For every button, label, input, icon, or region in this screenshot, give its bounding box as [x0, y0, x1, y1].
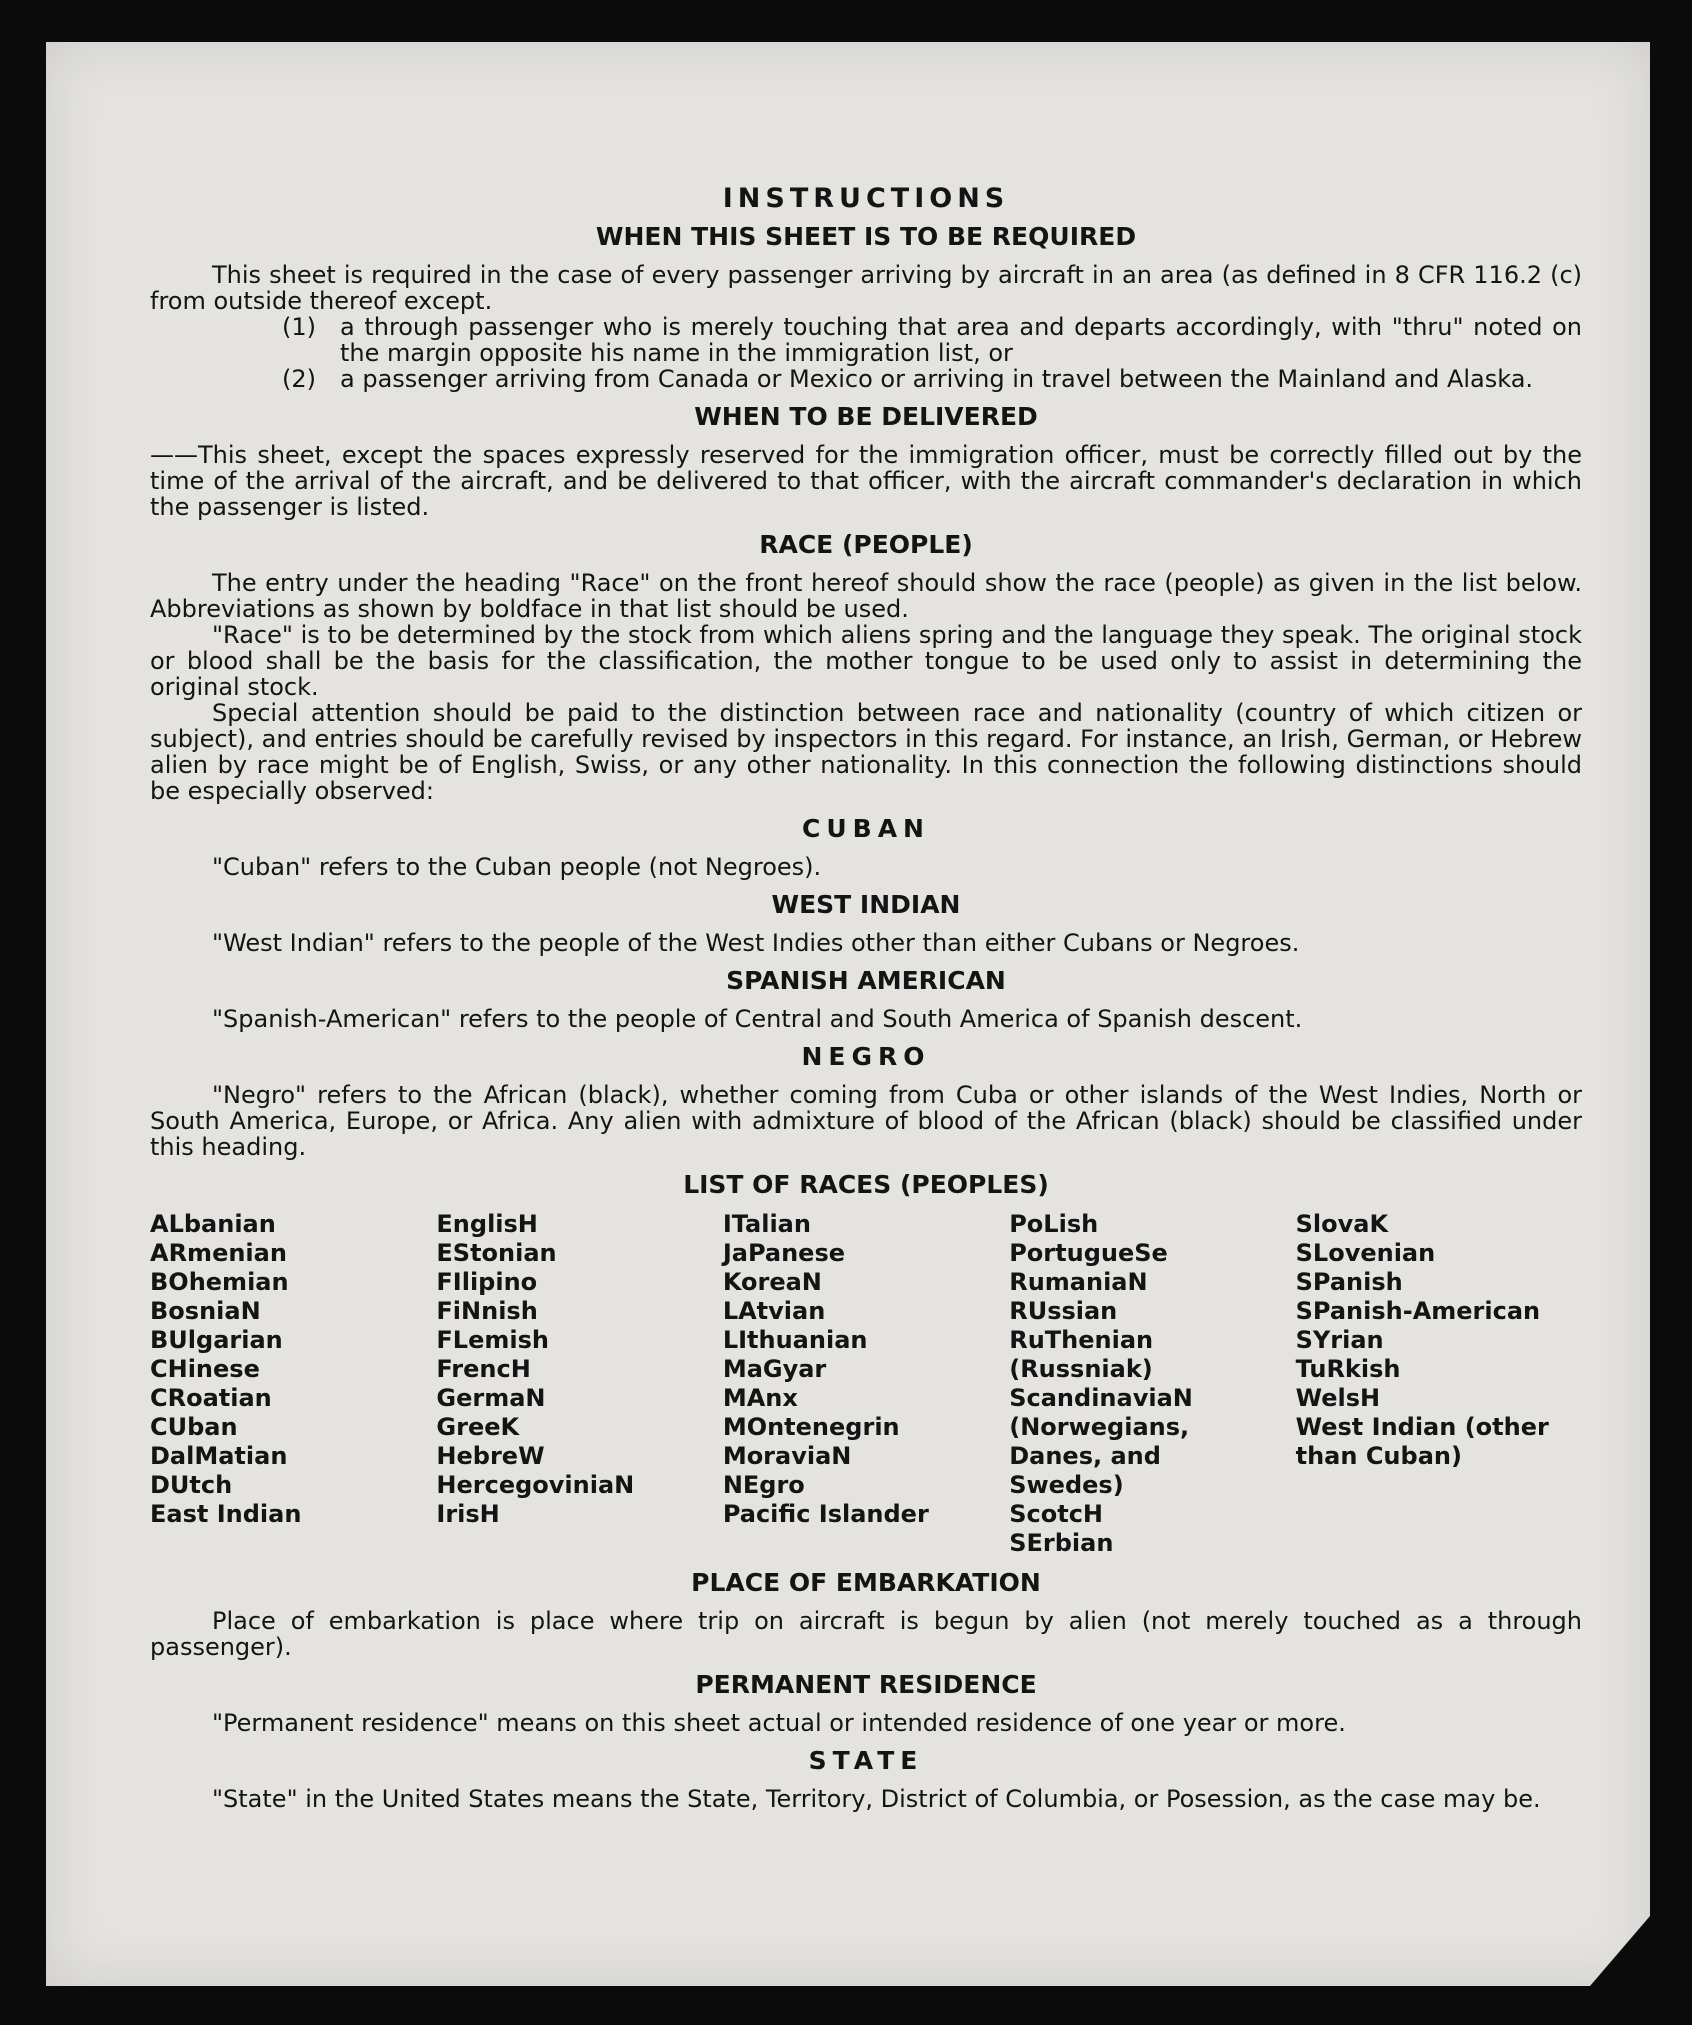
- exception-text: a passenger arriving from Canada or Mexico or arriving in travel between the Mainland and Alaska.: [340, 365, 1534, 393]
- race-list: [150, 1210, 1582, 1558]
- race-column-5: [1296, 1210, 1582, 1558]
- race-entry: RuThenian (Russniak): [1009, 1326, 1154, 1383]
- race-entry: EnglisH: [436, 1210, 538, 1238]
- para-negro: "Negro" refers to the African (black), whether coming from Cuba or other islands of the West Indies, North or South America, Europe, or Africa. Any alien with admixture of blood of the African (black) should be classified under this heading.: [150, 1081, 1582, 1161]
- race-column-4: [1009, 1210, 1295, 1558]
- race-entry: GreeK: [436, 1413, 520, 1441]
- race-entry: TuRkish: [1295, 1355, 1401, 1383]
- heading-cuban: CUBAN: [802, 814, 930, 843]
- heading-west-indian: WEST INDIAN: [771, 890, 961, 919]
- para-when-required: This sheet is required in the case of every passenger arriving by aircraft in an area (as defined in 8 CFR 116.2 (c) from outside thereof except.: [150, 261, 1582, 315]
- heading-race: RACE (PEOPLE): [759, 530, 973, 559]
- race-entry: KoreaN: [722, 1268, 822, 1296]
- heading-negro: NEGRO: [801, 1042, 931, 1071]
- heading-when-delivered: WHEN TO BE DELIVERED: [694, 402, 1038, 431]
- race-entry: LAtvian: [722, 1297, 826, 1325]
- race-entry: FrencH: [436, 1355, 531, 1383]
- page-title: INSTRUCTIONS: [722, 183, 1010, 214]
- para-cuban: "Cuban" refers to the Cuban people (not Negroes).: [212, 853, 822, 881]
- race-entry: JaPanese: [722, 1239, 846, 1267]
- para-embarkation: Place of embarkation is place where trip on aircraft is begun by alien (not merely touched as a through passenger).: [150, 1607, 1582, 1661]
- race-entry: East Indian: [150, 1500, 302, 1528]
- race-entry: ARmenian: [150, 1239, 287, 1267]
- race-entry: NEgro: [722, 1471, 805, 1499]
- race-entry: CRoatian: [150, 1384, 272, 1412]
- race-entry: BOhemian: [150, 1268, 289, 1296]
- race-entry: ScotcH: [1009, 1500, 1104, 1528]
- race-column-3: [723, 1210, 1009, 1558]
- race-entry: MOntenegrin: [722, 1413, 900, 1441]
- exception-number: (2): [282, 365, 316, 393]
- heading-state: STATE: [808, 1746, 924, 1775]
- race-entry: SPanish: [1295, 1268, 1403, 1296]
- race-entry: SYrian: [1295, 1326, 1384, 1354]
- heading-list-of-races: LIST OF RACES (PEOPLES): [683, 1170, 1049, 1199]
- para-race-3: Special attention should be paid to the distinction between race and nationality (country of which citizen or subject), and entries should be carefully revised by inspectors in this regard. For instance, an Irish, German, or Hebrew alien by race might be of English, Swiss, or any other nationality. In this connection the following distinctions should be especially observed:: [150, 699, 1582, 805]
- race-entry: SlovaK: [1295, 1210, 1389, 1238]
- race-column-2: [436, 1210, 722, 1558]
- race-entry: WelsH: [1295, 1384, 1381, 1412]
- race-entry: MaGyar: [722, 1355, 827, 1383]
- para-state: "State" in the United States means the State, Territory, District of Columbia, or Posession, as the case may be.: [212, 1785, 1541, 1813]
- race-entry: MoraviaN: [722, 1442, 852, 1470]
- exception-item-2: [282, 366, 1582, 392]
- race-entry: FLemish: [436, 1326, 549, 1354]
- exception-item-1: [282, 314, 1582, 366]
- race-entry: FIlipino: [436, 1268, 538, 1296]
- race-entry: BUlgarian: [150, 1326, 283, 1354]
- exception-text: a through passenger who is merely touching that area and departs accordingly, with "thru" noted on the margin opposite his name in the immigration list, or: [340, 313, 1582, 367]
- document-page: [46, 42, 1650, 1986]
- race-entry: BosniaN: [150, 1297, 261, 1325]
- race-entry: West Indian (other than Cuban): [1295, 1413, 1549, 1470]
- race-entry: PoLish: [1009, 1210, 1099, 1238]
- race-entry: MAnx: [722, 1384, 798, 1412]
- race-entry: PortugueSe: [1009, 1239, 1168, 1267]
- race-entry: Pacific Islander: [722, 1500, 929, 1528]
- race-entry: EStonian: [436, 1239, 557, 1267]
- race-entry: RumaniaN: [1009, 1268, 1148, 1296]
- race-column-1: [150, 1210, 436, 1558]
- race-entry: SLovenian: [1295, 1239, 1436, 1267]
- race-entry: ScandinaviaN (Norwegians, Danes, and Swedes): [1009, 1384, 1193, 1499]
- heading-when-required: WHEN THIS SHEET IS TO BE REQUIRED: [595, 222, 1137, 251]
- race-entry: LIthuanian: [722, 1326, 868, 1354]
- race-entry: FiNnish: [436, 1297, 538, 1325]
- race-entry: ITalian: [722, 1210, 811, 1238]
- para-permanent-residence: "Permanent residence" means on this sheet actual or intended residence of one year or more.: [212, 1709, 1346, 1737]
- race-entry: RUssian: [1009, 1297, 1118, 1325]
- para-race-2: "Race" is to be determined by the stock from which aliens spring and the language they speak. The original stock or blood shall be the basis for the classification, the mother tongue to be used only to assist in determining the original stock.: [150, 621, 1582, 701]
- para-race-1: The entry under the heading "Race" on the front hereof should show the race (people) as given in the list below. Abbreviations as shown by boldface in that list should be used.: [150, 569, 1582, 623]
- race-entry: ALbanian: [150, 1210, 276, 1238]
- para-when-delivered: ——This sheet, except the spaces expressly reserved for the immigration officer, must be correctly filled out by the time of the arrival of the aircraft, and be delivered to that officer, with the aircraft commander's declaration in which the passenger is listed.: [150, 441, 1582, 521]
- heading-embarkation: PLACE OF EMBARKATION: [691, 1568, 1041, 1597]
- race-entry: HercegoviniaN: [436, 1471, 635, 1499]
- folded-corner: [1590, 1916, 1650, 1986]
- heading-spanish-american: SPANISH AMERICAN: [726, 966, 1006, 995]
- para-spanish-american: "Spanish-American" refers to the people of Central and South America of Spanish descent.: [212, 1005, 1303, 1033]
- race-entry: DalMatian: [150, 1442, 288, 1470]
- para-west-indian: "West Indian" refers to the people of the West Indies other than either Cubans or Negroes.: [212, 929, 1300, 957]
- race-entry: DUtch: [150, 1471, 233, 1499]
- race-entry: CHinese: [150, 1355, 260, 1383]
- race-entry: SErbian: [1009, 1529, 1114, 1557]
- race-entry: HebreW: [436, 1442, 545, 1470]
- race-entry: IrisH: [436, 1500, 500, 1528]
- heading-permanent-residence: PERMANENT RESIDENCE: [695, 1670, 1037, 1699]
- race-entry: CUban: [150, 1413, 238, 1441]
- exception-number: (1): [282, 313, 316, 341]
- race-entry: SPanish-American: [1295, 1297, 1541, 1325]
- instructions-content: [150, 183, 1582, 1813]
- race-entry: GermaN: [436, 1384, 546, 1412]
